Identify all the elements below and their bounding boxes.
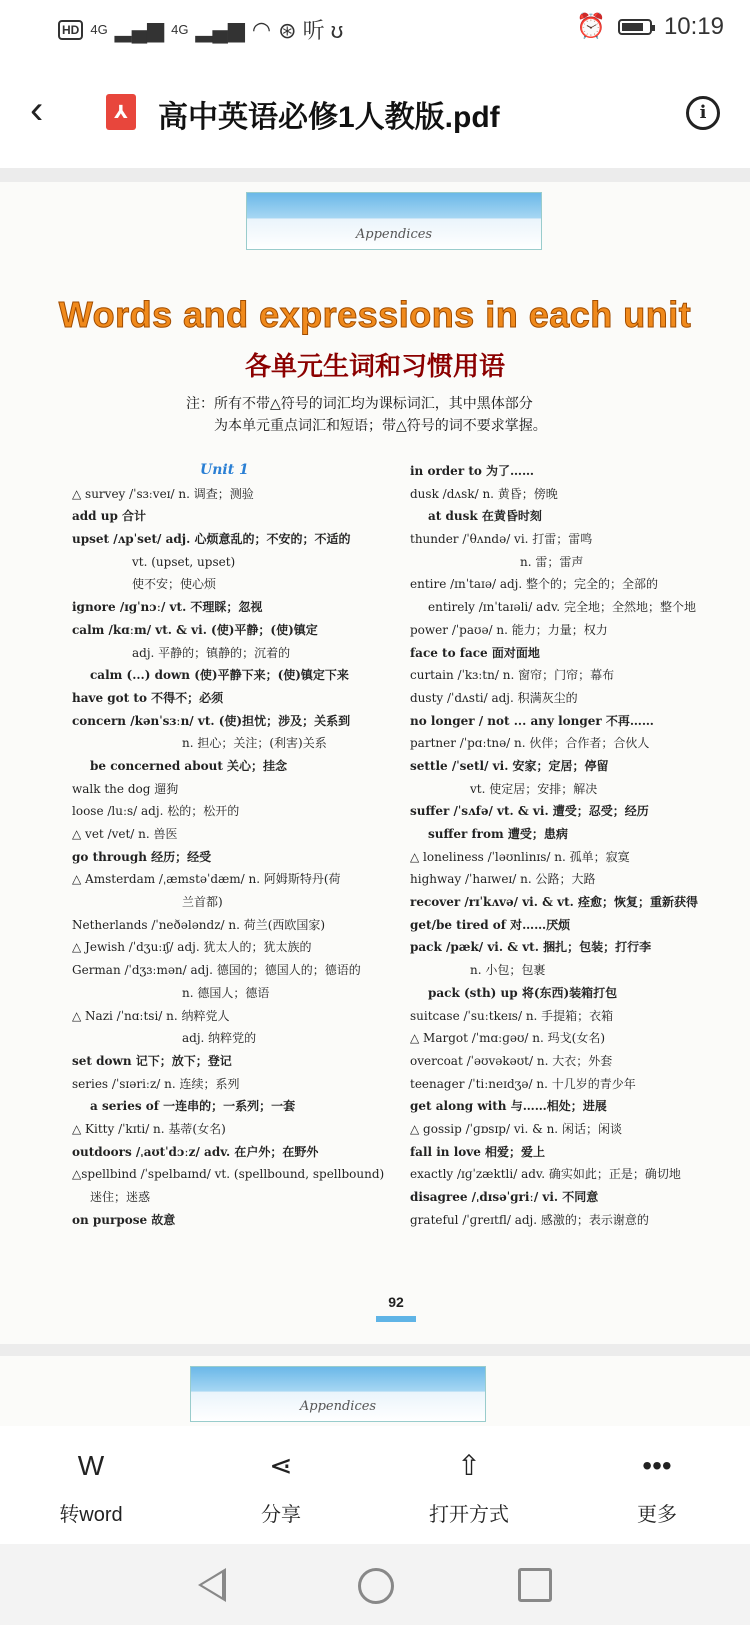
page-heading: Words and expressions in each unit [58, 294, 692, 335]
more-label: 更多 [637, 1504, 677, 1526]
vocab-entry: recover /rɪˈkʌvə/ vi. & vt. 痊愈；恢复；重新获得 [410, 895, 698, 910]
vocab-entry: entirely /ɪnˈtaɪəli/ adv. 完全地；全然地；整个地 [428, 600, 696, 615]
vocab-entry: loose /luːs/ adj. 松的；松开的 [72, 804, 240, 819]
vocab-entry: in order to 为了…… [410, 464, 535, 478]
vocab-entry: suffer /ˈsʌfə/ vt. & vi. 遭受；忍受；经历 [410, 804, 649, 819]
vocab-entry: get along with 与……相处；进展 [410, 1099, 607, 1114]
vocab-entry: get/be tired of 对……厌烦 [410, 917, 571, 932]
vocab-entry: fall in love 相爱；爱上 [410, 1144, 546, 1159]
vocab-entry: n. 雷；雷声 [520, 554, 584, 569]
vocab-entry [72, 460, 392, 483]
vocab-entry: △ Kitty /ˈkɪti/ n. 基蒂(女名) [72, 1121, 226, 1136]
appendices-banner [190, 1366, 486, 1422]
vocab-right-column [410, 460, 730, 1231]
vocab-entry: △ Nazi /ˈnɑːtsi/ n. 纳粹党人 [72, 1008, 230, 1023]
signal-icon-2: 4G [171, 22, 189, 37]
vocab-entry: partner /ˈpɑːtnə/ n. 伙伴；合作者；合伙人 [410, 736, 650, 751]
status-bar [0, 0, 750, 56]
signal-icon-1: 4G [90, 22, 108, 37]
vocab-entry: thunder /ˈθʌndə/ vi. 打雷；雷鸣 [410, 532, 593, 547]
signal-bars-icon-2: ▂▄▆ [195, 16, 245, 42]
share-icon: ⋖ [269, 1450, 293, 1481]
banner-label: Appendices [355, 227, 433, 242]
vocab-entry: at dusk 在黄昏时刻 [428, 509, 542, 524]
vocab-entry: vt. (upset, upset) [132, 554, 236, 569]
word-icon: W [77, 1450, 105, 1481]
note-line-2: 为本单元重点词汇和短语；带△符号的词不要求掌握。 [214, 417, 547, 433]
vocab-entry: Netherlands /ˈneðələndz/ n. 荷兰(西欧国家) [72, 917, 326, 932]
open-with-icon: ⇧ [457, 1450, 481, 1481]
banner-label: Appendices [299, 1399, 377, 1414]
page-heading-cn: 各单元生词和习惯用语 [244, 352, 505, 382]
battery-icon [618, 19, 652, 35]
vocab-entry: suffer from 遭受；患病 [428, 827, 568, 841]
vocab-entry: 兰首都) [182, 895, 223, 910]
vocab-entry: calm (...) down (使)平静下来；(使)镇定下来 [90, 668, 349, 683]
open-with-button[interactable] [394, 1446, 544, 1527]
app-bar [0, 56, 750, 168]
vocab-entry: vt. 使定居；安排；解决 [470, 781, 598, 796]
vocab-entry: 迷住；迷惑 [90, 1190, 151, 1204]
more-button[interactable] [582, 1446, 732, 1527]
vocab-entry: power /ˈpaʊə/ n. 能力；力量；权力 [410, 622, 608, 637]
vocab-entry: △spellbind /ˈspelbaɪnd/ vt. (spellbound, spellbound) [72, 1167, 385, 1182]
convert-word-label: 转word [59, 1504, 123, 1526]
unit-label: Unit 1 [200, 462, 249, 478]
vocab-entry: disagree /ˌdɪsəˈɡriː/ vi. 不同意 [410, 1190, 599, 1204]
vocab-entry: overcoat /ˈəʊvəkəʊt/ n. 大衣；外套 [410, 1053, 613, 1068]
appendices-banner [246, 192, 542, 250]
vocab-entry: adj. 纳粹党的 [182, 1031, 257, 1046]
share-label: 分享 [261, 1504, 301, 1526]
vocab-entry: go through 经历；经受 [72, 849, 212, 864]
vocab-entry: △ loneliness /ˈləʊnlinɪs/ n. 孤单；寂寞 [410, 849, 630, 864]
vocab-left-column [72, 460, 392, 1231]
vocab-entry: teenager /ˈtiːneɪdʒə/ n. 十几岁的青少年 [410, 1076, 636, 1091]
vocab-entry: a series of 一连串的；一系列；一套 [90, 1099, 296, 1114]
back-arrow-icon[interactable]: ‹ [30, 88, 44, 132]
vocab-entry: △ survey /ˈsɜːveɪ/ n. 调查；测验 [72, 486, 254, 501]
vocab-entry: n. 担心；关注；(利害)关系 [182, 736, 327, 751]
note-line-1: 注：所有不带△符号的词汇均为课标词汇，其中黑体部分 [186, 395, 533, 411]
vocab-entry: add up 合计 [72, 509, 147, 524]
nav-recents-icon[interactable] [518, 1568, 552, 1602]
vocab-entry: highway /ˈhaɪweɪ/ n. 公路；大路 [410, 872, 596, 887]
status-left-icons [58, 14, 343, 45]
vocab-entry: suitcase /ˈsuːtkeɪs/ n. 手提箱；衣箱 [410, 1008, 614, 1023]
vocab-entry: entire /ɪnˈtaɪə/ adj. 整个的；完全的；全部的 [410, 577, 659, 592]
vocab-entry: concern /kənˈsɜːn/ vt. (使)担忧；涉及；关系到 [72, 713, 351, 728]
vocab-entry: △ Margot /ˈmɑːɡəʊ/ n. 玛戈(女名) [410, 1031, 606, 1046]
nav-home-icon[interactable] [358, 1568, 394, 1604]
hd-badge: HD [58, 20, 83, 40]
vocab-entry: series /ˈsɪəriːz/ n. 连续；系列 [72, 1076, 240, 1091]
pdf-page-next[interactable] [0, 1356, 750, 1426]
vocab-entry: set down 记下；放下；登记 [72, 1053, 232, 1068]
wifi-icon: ◠ [251, 16, 272, 42]
pdf-file-icon: ⅄ [106, 94, 136, 130]
system-nav-bar [0, 1544, 750, 1625]
vocab-entry: German /ˈdʒɜːmən/ adj. 德国的；德国人的；德语的 [72, 963, 361, 978]
vocab-entry: dusk /dʌsk/ n. 黄昏；傍晚 [410, 486, 558, 501]
vocab-entry: upset /ʌpˈset/ adj. 心烦意乱的；不安的；不适的 [72, 532, 351, 547]
vocab-entry: be concerned about 关心；挂念 [90, 758, 288, 773]
convert-word-button[interactable] [16, 1446, 166, 1527]
vocab-entry: △ gossip /ˈɡɒsɪp/ vi. & n. 闲话；闲谈 [410, 1121, 622, 1136]
vocab-entry: n. 小包；包裹 [470, 963, 546, 978]
vocab-entry: △ vet /vet/ n. 兽医 [72, 827, 178, 841]
share-button[interactable] [206, 1446, 356, 1527]
vocab-entry: exactly /ɪɡˈzæktli/ adv. 确实如此；正是；确切地 [410, 1167, 681, 1182]
vocab-entry: △ Amsterdam /ˌæmstəˈdæm/ n. 阿姆斯特丹(荷 [72, 872, 341, 887]
vocab-entry: 使不安；使心烦 [132, 577, 217, 592]
status-right-icons [576, 12, 724, 41]
misc-status-icons: ⊛ 听 ʊ [278, 18, 344, 43]
vocab-entry: have got to 不得不；必须 [72, 690, 224, 705]
vocab-entry: calm /kɑːm/ vt. & vi. (使)平静；(使)镇定 [72, 622, 318, 637]
vocab-entry: face to face 面对面地 [410, 645, 540, 660]
vocab-entry: adj. 平静的；镇静的；沉着的 [132, 645, 291, 660]
open-with-label: 打开方式 [429, 1504, 509, 1526]
page-separator [0, 168, 750, 182]
document-title: 高中英语必修1人教版.pdf [158, 101, 500, 134]
vocab-entry: dusty /ˈdʌsti/ adj. 积满灰尘的 [410, 690, 578, 705]
vocab-entry: walk the dog 遛狗 [72, 781, 179, 796]
vocab-entry: settle /ˈsetl/ vi. 安家；定居；停留 [410, 758, 609, 773]
bottom-toolbar [0, 1426, 750, 1544]
more-icon: ••• [642, 1450, 672, 1481]
vocab-entry: grateful /ˈɡreɪtfl/ adj. 感激的；表示谢意的 [410, 1212, 649, 1227]
vocab-entry: curtain /ˈkɜːtn/ n. 窗帘；门帘；幕布 [410, 668, 615, 683]
vocab-entry: no longer / not ... any longer 不再…… [410, 713, 654, 728]
page-number: 92 [376, 1294, 416, 1318]
vocab-entry: pack (sth) up 将(东西)装箱打包 [428, 985, 618, 1000]
vocab-entry: pack /pæk/ vi. & vt. 捆扎；包装；打行李 [410, 940, 652, 955]
info-icon[interactable]: i [686, 96, 720, 130]
nav-back-icon[interactable] [198, 1568, 226, 1602]
vocab-entry: on purpose 故意 [72, 1212, 176, 1227]
vocab-entry: ignore /ɪɡˈnɔː/ vt. 不理睬；忽视 [72, 600, 263, 615]
clock: 10:19 [663, 12, 724, 40]
vocab-entry: △ Jewish /ˈdʒuːɪʃ/ adj. 犹太人的；犹太族的 [72, 940, 312, 955]
note-text [186, 392, 626, 436]
vocab-entry: n. 德国人；德语 [182, 985, 270, 1000]
pdf-page[interactable] [0, 182, 750, 1344]
page-separator [0, 1344, 750, 1356]
signal-bars-icon-1: ▂▄▆ [114, 16, 165, 42]
alarm-icon: ⏰ [576, 13, 606, 40]
vocab-entry: outdoors /ˌaʊtˈdɔːz/ adv. 在户外；在野外 [72, 1144, 319, 1159]
